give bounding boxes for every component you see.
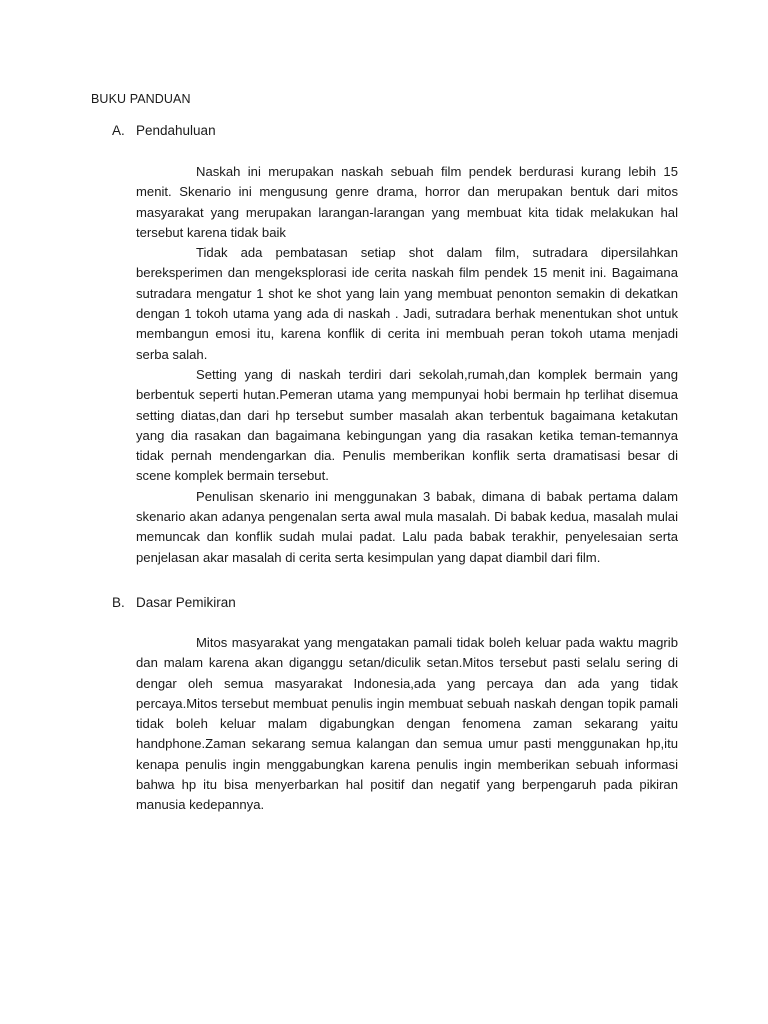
paragraph: Penulisan skenario ini menggunakan 3 babak, dimana di babak pertama dalam skenario akan adanya pengenalan serta awal mula masalah. Di babak kedua, masalah mulai memuncak dan konflik sudah mulai padat. Lalu pada babak terakhir, penyelesaian serta penjelasan akar masalah di cerita serta kesimpulan yang dapat diambil dari film. (136, 488, 678, 565)
section-heading-text: Dasar Pemikiran (136, 595, 236, 610)
paragraph: Setting yang di naskah terdiri dari sekolah,rumah,dan komplek bermain yang berbentuk seperti hutan.Pemeran utama yang mempunyai hobi bermain hp terlihat disemua setting diatas,dan dari hp tersebut sumber masalah akan terbentuk bagaimana ketakutan yang dia rasakan dan bagaimana kebingungan yang dia rasakan ketika teman-temannya tidak pernah mendengarkan dia. Penulis memberikan konflik serta dramatisasi besar di scene komplek bermain tersebut. (136, 366, 678, 484)
section-body-pendahuluan (136, 162, 678, 568)
paragraph: Tidak ada pembatasan setiap shot dalam film, sutradara dipersilahkan bereksperimen dan mengeksplorasi ide cerita naskah film pendek 15 menit ini. Bagaimana sutradara mengatur 1 shot ke shot yang lain yang membuat penonton semakin di dekatkan dengan 1 tokoh utama yang ada di naskah . Jadi, sutradara berhak menentukan shot untuk membangun emosi itu, karena konflik di cerita ini membuah peran tokoh utama menjadi serba salah. (136, 245, 678, 362)
section-marker: B. (112, 595, 125, 610)
paragraph: Mitos masyarakat yang mengatakan pamali tidak boleh keluar pada waktu magrib dan malam karena akan diganggu setan/diculik setan.Mitos tersebut pasti selalu sering di dengar oleh semua masyarakat Indonesia,ada yang percaya dan ada yang tidak percaya.Mitos tersebut membuat penulis ingin membuat sebuah naskah dengan topik pamali tidak boleh keluar malam digabungkan dengan fenomena zaman sekarang yaitu handphone.Zaman sekarang semua kalangan dan semua umur pasti menggunakan hp,itu kenapa penulis ingin menggabungkan karena penulis ingin memberikan sebuah informasi bahwa hp itu bisa menyerbarkan hal positif dan negatif yang berpengaruh pada pikiran manusia kedepannya. (136, 635, 678, 813)
section-heading-dasar-pemikiran (112, 595, 236, 610)
section-marker: A. (112, 123, 125, 138)
section-heading-pendahuluan (112, 123, 216, 138)
paragraph: Naskah ini merupakan naskah sebuah film pendek berdurasi kurang lebih 15 menit. Skenario ini mengusung genre drama, horror dan merupakan bentuk dari mitos masyarakat yang merupakan larangan-larangan yang membuat kita tidak melakukan hal tersebut karena tidak baik (136, 164, 678, 240)
section-body-dasar-pemikiran (136, 633, 678, 816)
document-title: BUKU PANDUAN (91, 92, 191, 106)
section-heading-text: Pendahuluan (136, 123, 216, 138)
